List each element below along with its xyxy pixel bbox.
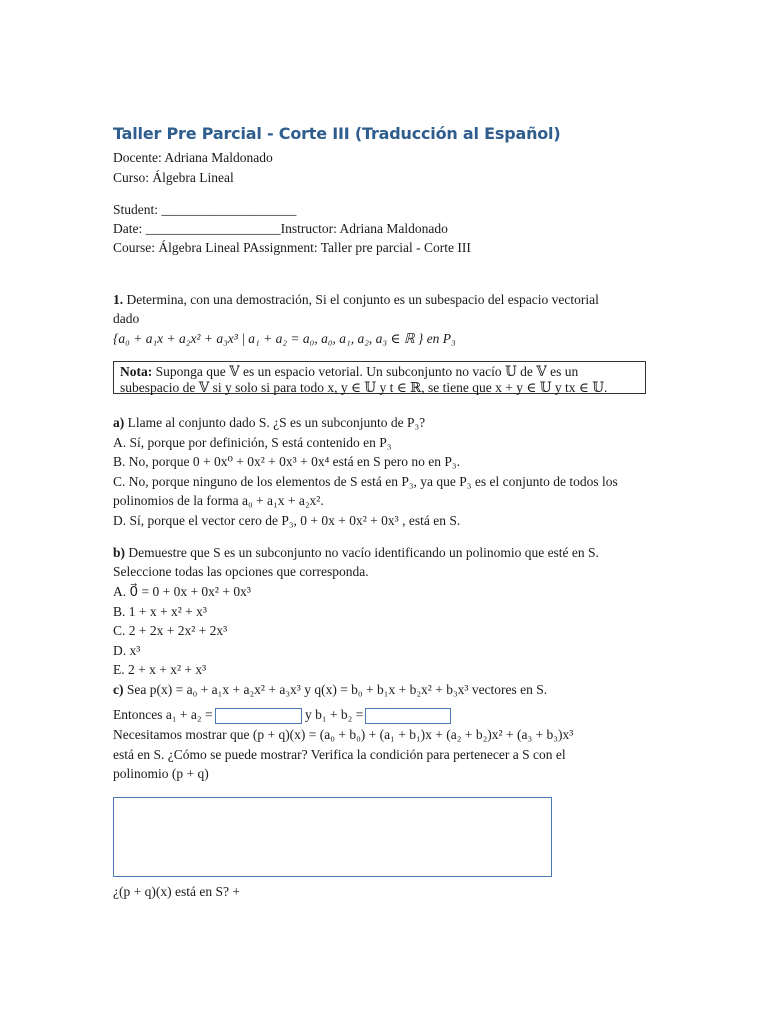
question-1-text: Determina, con una demostración, Si el conjunto es un subespacio del espacio vectorial [123,292,599,307]
part-a-option-a[interactable]: A. Sí, porque por definición, S está contenido en P₃ [113,435,392,450]
note-label: Nota: [120,364,153,379]
part-c-line-4: está en S. ¿Cómo se puede mostrar? Verifica la condición para pertenecer a S con el [113,747,566,762]
part-c-line-3: Necesitamos mostrar que (p + q)(x) = (a₀ + b₀) + (a₁ + b₁)x + (a₂ + b₂)x² + (a₃ + b₃)x³ [113,727,574,742]
question-1-line-2: dado [113,311,140,326]
part-b-option-e[interactable]: E. 2 + x + x² + x³ [113,662,207,677]
part-b-question-2: Seleccione todas las opciones que corresponda. [113,564,369,579]
part-a-option-d[interactable]: D. Sí, porque el vector cero de P₃, 0 + 0x + 0x² + 0x³ , está en S. [113,513,461,528]
part-b-option-b[interactable]: B. 1 + x + x² + x³ [113,604,207,619]
sum-b-input[interactable] [365,708,451,724]
student-line: Student: ____________________ [113,202,297,217]
page-title: Taller Pre Parcial - Corte III (Traducción al Español) [113,124,561,143]
part-a-text: Llame al conjunto dado S. ¿S es un subconjunto de P₃? [124,415,426,430]
part-b-option-c[interactable]: C. 2 + 2x + 2x² + 2x³ [113,623,228,638]
note-line-2: subespacio de 𝕍 si y solo si para todo x, y ∈ 𝕌 y t ∈ ℝ, se tiene que x + y ∈ 𝕌 y tx ∈ 𝕌. [120,380,608,395]
part-a-option-c-cont: polinomios de la forma a₀ + a₁x + a₂x². [113,493,324,508]
part-b-label: b) [113,545,126,560]
part-b-question-1 [113,543,599,563]
sum-b-label: y b₁ + b₂ = [301,707,364,722]
course-assignment-line: Course: Álgebra Lineal PAssignment: Taller pre parcial - Corte III [113,240,471,255]
note-box [113,361,646,394]
question-1-line-1 [113,290,599,310]
part-a-option-c[interactable]: C. No, porque ninguno de los elementos de S está en P₃, ya que P₃ es el conjunto de todos los [113,474,618,489]
part-c-sums-line [113,705,451,725]
part-c-line-1 [113,680,547,700]
answer-textbox[interactable] [113,797,552,877]
part-c-text: Sea p(x) = a₀ + a₁x + a₂x² + a₃x³ y q(x) = b₀ + b₁x + b₂x² + b₃x³ vectores en S. [123,682,548,697]
final-question: ¿(p + q)(x) está en S? + [113,884,240,899]
part-c-line-5: polinomio (p + q) [113,766,209,781]
question-1-number: 1. [113,292,124,307]
part-b-option-a[interactable]: A. 0⃗ = 0 + 0x + 0x² + 0x³ [113,584,251,599]
part-a-question [113,413,425,433]
course-line: Curso: Álgebra Lineal [113,170,234,185]
part-b-text: Demuestre que S es un subconjunto no vacío identificando un polinomio que esté en S. [125,545,599,560]
date-instructor-line: Date: ____________________Instructor: Adriana Maldonado [113,221,448,236]
part-a-label: a) [113,415,125,430]
sum-a-label: Entonces a₁ + a₂ = [113,707,213,722]
question-1-set: {a₀ + a₁x + a₂x² + a₃x³ | a₁ + a₂ = a₀, a₀, a₁, a₂, a₃ ∈ ℝ } en P₃ [113,331,456,346]
part-c-label: c) [113,682,124,697]
teacher-line: Docente: Adriana Maldonado [113,150,273,165]
sum-a-input[interactable] [215,708,302,724]
part-a-option-b[interactable]: B. No, porque 0 + 0x⁰ + 0x² + 0x³ + 0x⁴ está en S pero no en P₃. [113,454,460,469]
note-text-1: Suponga que 𝕍 es un espacio vetorial. Un subconjunto no vacío 𝕌 de 𝕍 es un [152,364,579,379]
part-b-option-d[interactable]: D. x³ [113,643,141,658]
